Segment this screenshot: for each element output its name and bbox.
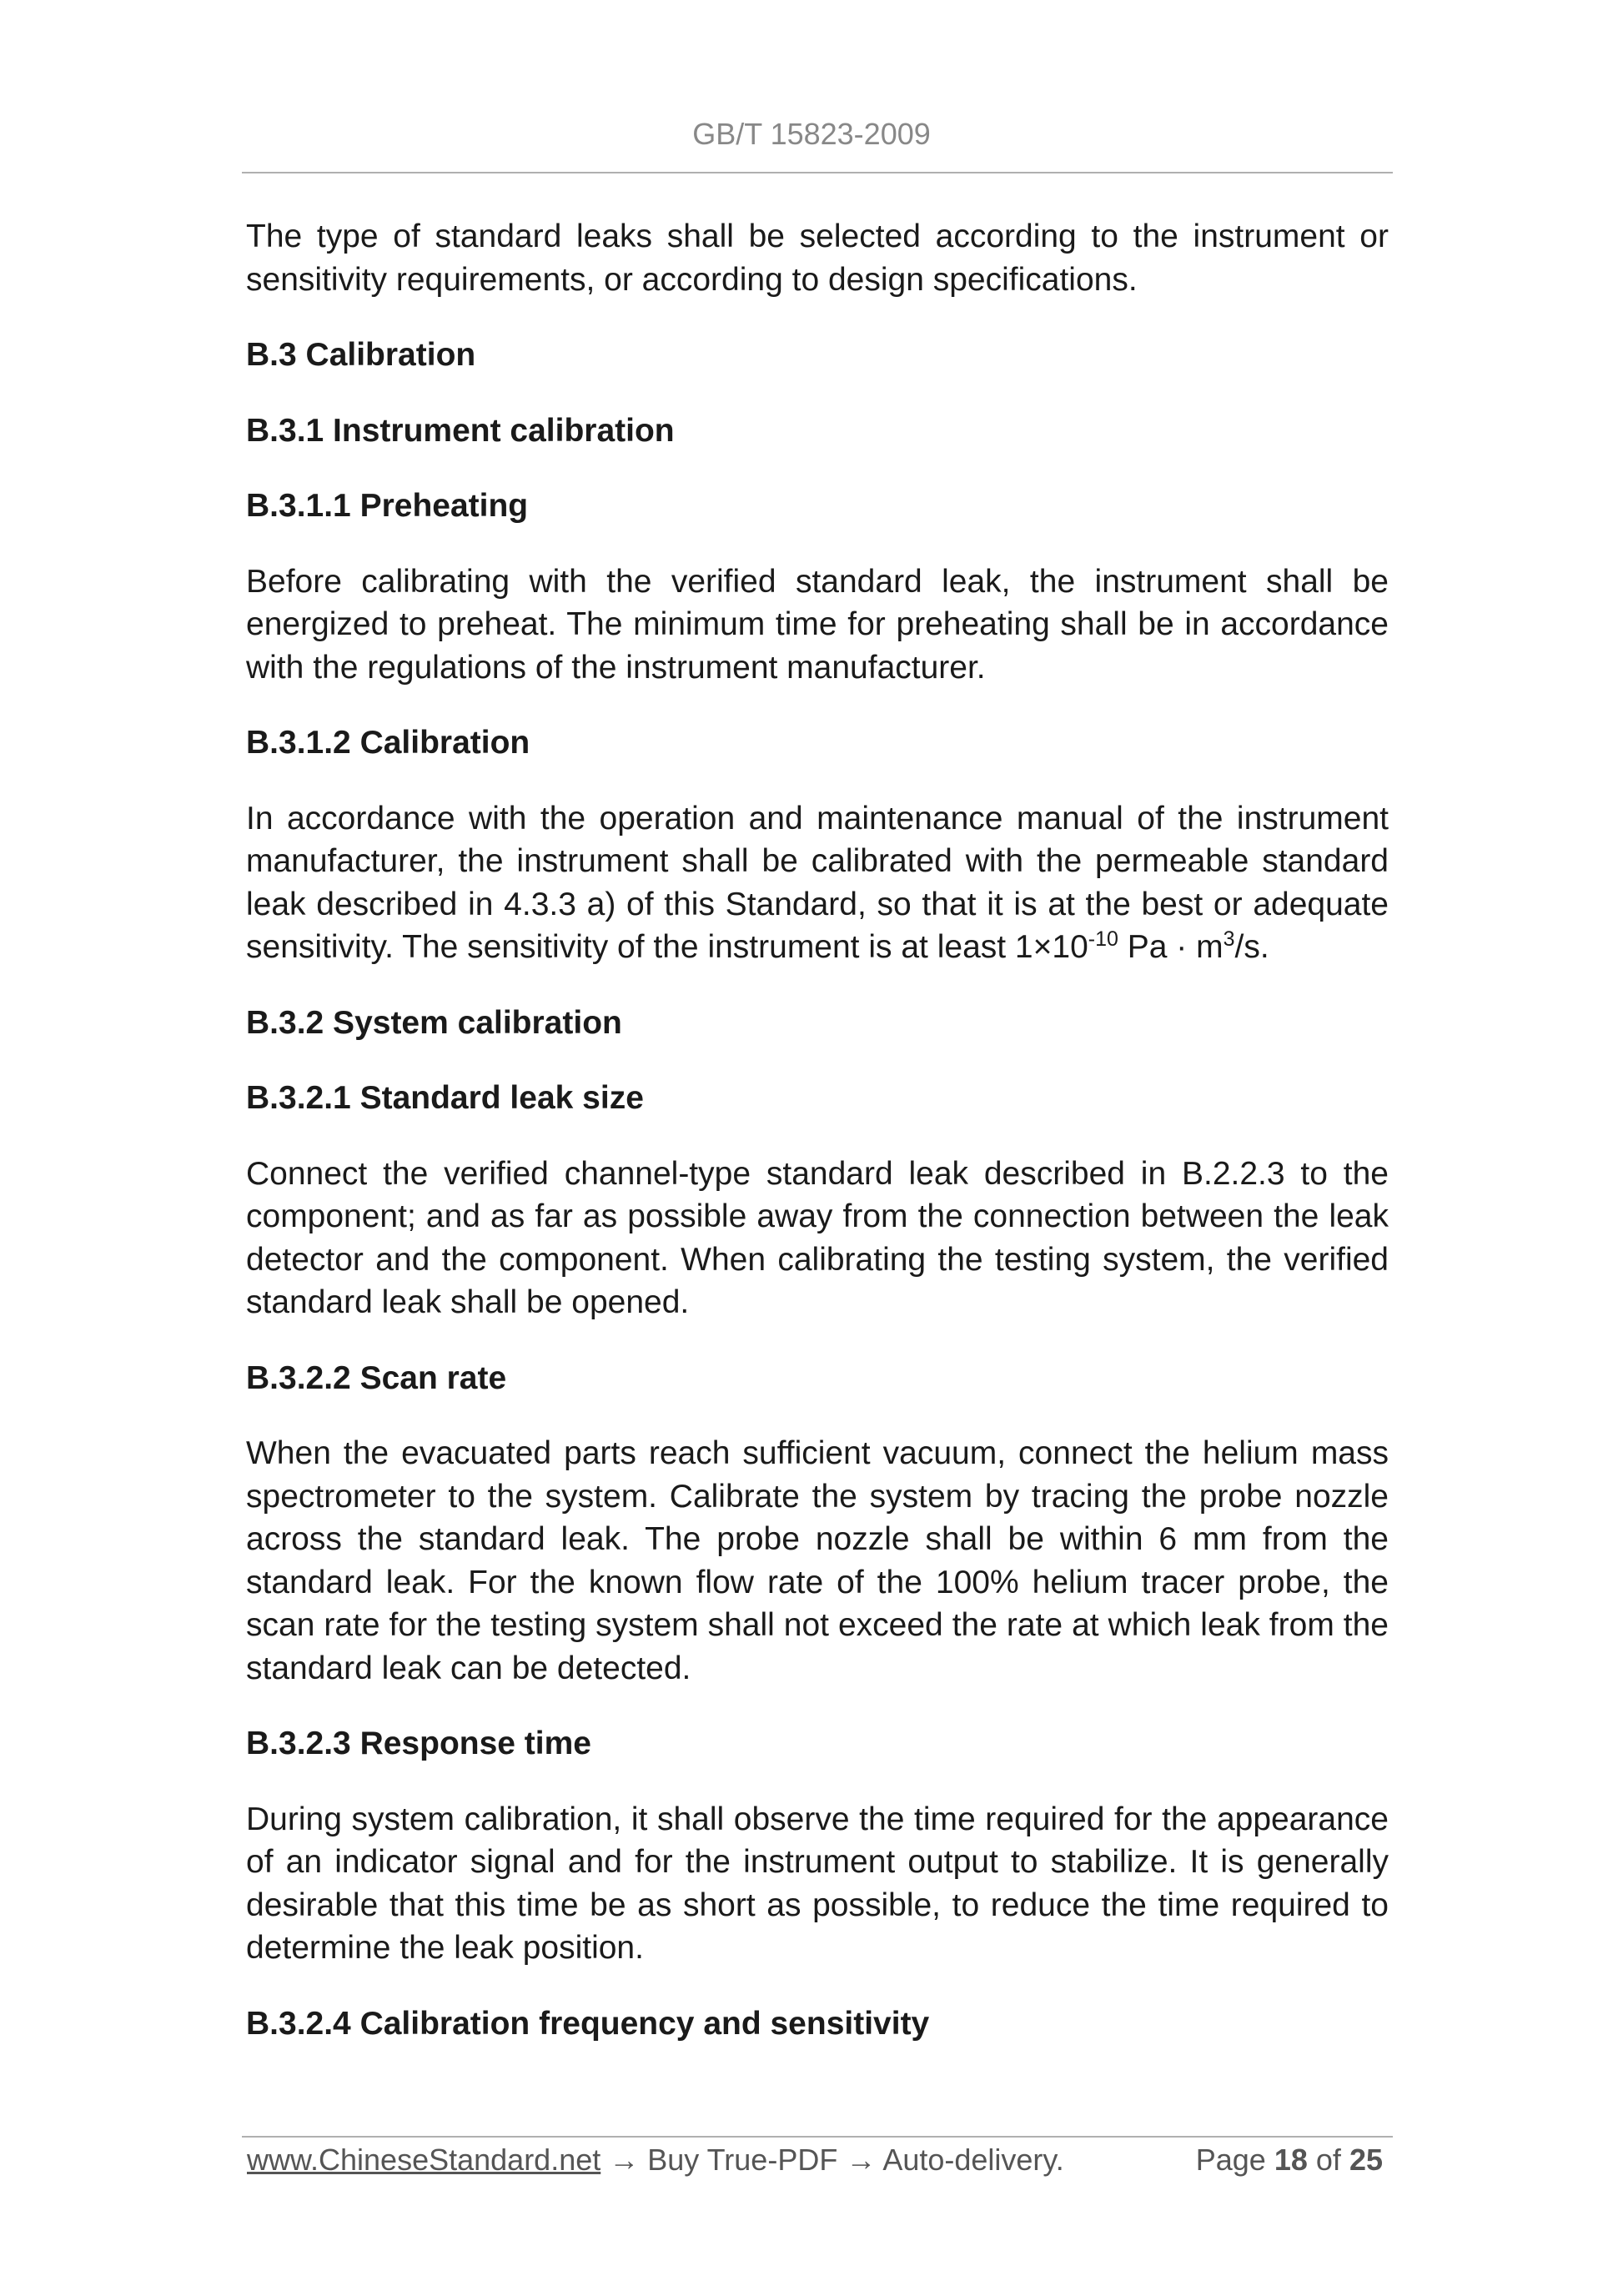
page-total: 25 xyxy=(1349,2143,1383,2177)
footer-rule xyxy=(242,2136,1393,2138)
paragraph-intro: The type of standard leaks shall be selected according to the instrument or sensitivity requirements, or according to design specifications. xyxy=(246,219,1389,298)
paragraph-b3-2-1: Connect the verified channel-type standard leak described in B.2.2.3 to the component; and as far as possible away from the connection between the leak detector and the component. When calibrating the testing system, the verified standard leak shall be opened. xyxy=(246,1155,1389,1320)
heading-b3-2-4: B.3.2.4 Calibration frequency and sensitivity xyxy=(246,2005,930,2042)
website-link[interactable]: www.ChineseStandard.net xyxy=(247,2143,601,2177)
heading-b3-2-2: B.3.2.2 Scan rate xyxy=(246,1359,507,1396)
paragraph-b3-1-1: Before calibrating with the verified standard leak, the instrument shall be energized to preheat. The minimum time for preheating shall be in accordance with the regulations of the instrument manufacturer. xyxy=(246,563,1389,686)
heading-b3-2-3: B.3.2.3 Response time xyxy=(246,1726,591,1761)
page-current: 18 xyxy=(1274,2143,1308,2177)
heading-b3-2-1: B.3.2.1 Standard leak size xyxy=(246,1080,644,1116)
unit-text: Pa · m xyxy=(1118,929,1224,965)
heading-b3-1-2: B.3.1.2 Calibration xyxy=(246,725,530,761)
heading-b3-2: B.3.2 System calibration xyxy=(246,1004,622,1041)
footer-left xyxy=(247,2138,1064,2182)
page-label: Page xyxy=(1195,2143,1266,2177)
paragraph-b3-1-2-text: In accordance with the operation and maintenance manual of the instrument manufacturer, the instrument shall be calibrated with the permeable standard leak described in 4.3.3 a) of this Standard, so that it is at the best or adequate sensitivity. The sensitivity of the instrument is at least 1×10 xyxy=(246,800,1389,965)
exponent-minus-ten: -10 xyxy=(1088,927,1118,951)
page-number xyxy=(1196,2138,1383,2182)
page-footer xyxy=(247,2138,1389,2182)
heading-b3: B.3 Calibration xyxy=(246,337,476,373)
header-rule xyxy=(242,172,1393,173)
footer-tagline: → Buy True-PDF → Auto-delivery. xyxy=(600,2143,1064,2177)
heading-b3-1: B.3.1 Instrument calibration xyxy=(246,412,675,449)
paragraph-b3-2-3: During system calibration, it shall observe the time required for the appearance of an indicator signal and for the instrument output to stabilize. It is generally desirable that this time be as short as possible, to reduce the time required to determine the leak position. xyxy=(246,1801,1389,1966)
paragraph-b3-1-2 xyxy=(246,797,1389,969)
heading-b3-1-1: B.3.1.1 Preheating xyxy=(246,488,529,524)
document-body xyxy=(246,215,1389,2077)
unit-end: /s. xyxy=(1234,929,1269,965)
paragraph-b3-2-2: When the evacuated parts reach sufficient vacuum, connect the helium mass spectrometer to the system. Calibrate the system by tracing the probe nozzle across the standard leak. The probe nozzle shall be within 6 mm from the standard leak. For the known flow rate of the 100% helium tracer probe, the scan rate for the testing system shall not exceed the rate at which leak from the standard leak can be detected. xyxy=(246,1435,1389,1686)
exponent-three: 3 xyxy=(1223,927,1235,951)
document-header-title: GB/T 15823-2009 xyxy=(692,117,931,151)
of-label: of xyxy=(1315,2143,1341,2177)
